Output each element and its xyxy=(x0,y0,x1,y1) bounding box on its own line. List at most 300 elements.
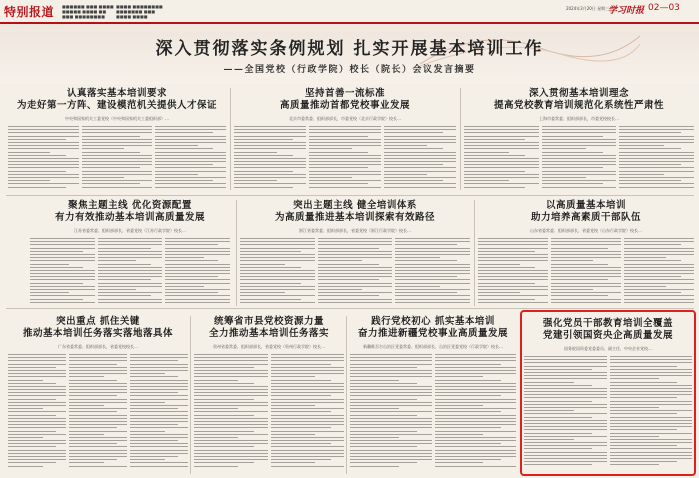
text-line xyxy=(130,431,165,432)
text-line xyxy=(435,360,517,361)
text-line xyxy=(98,254,163,255)
text-line xyxy=(271,392,345,393)
text-line xyxy=(384,187,456,188)
text-line xyxy=(350,360,432,361)
text-line xyxy=(130,462,188,463)
text-line xyxy=(234,145,306,146)
text-line xyxy=(8,443,66,444)
text-line xyxy=(309,164,381,165)
text-line xyxy=(551,299,621,300)
text-line xyxy=(130,418,188,419)
text-line xyxy=(624,251,694,252)
text-line xyxy=(69,370,127,371)
text-line xyxy=(194,453,268,454)
text-line xyxy=(435,383,517,384)
text-line xyxy=(165,264,230,265)
text-line xyxy=(8,148,79,149)
section-tab: 特别报道 xyxy=(4,5,55,19)
text-line xyxy=(384,174,427,175)
text-line xyxy=(130,440,178,441)
text-column xyxy=(69,354,127,469)
text-line xyxy=(165,279,230,280)
text-line xyxy=(435,459,502,460)
text-line xyxy=(318,270,393,271)
text-line xyxy=(435,354,517,355)
text-line xyxy=(624,267,694,268)
article-6 xyxy=(478,200,694,312)
text-line xyxy=(542,132,617,133)
text-line xyxy=(384,161,456,162)
article-title-line: 践行党校初心 抓实基本培训 xyxy=(371,316,495,327)
text-line xyxy=(435,462,484,463)
text-column xyxy=(8,354,66,469)
text-line xyxy=(8,405,66,406)
text-line xyxy=(98,302,163,303)
text-line xyxy=(271,380,331,381)
text-line xyxy=(542,142,617,143)
article-3 xyxy=(464,88,694,194)
text-line xyxy=(194,415,254,416)
text-line xyxy=(130,360,178,361)
text-line xyxy=(395,254,470,255)
text-line xyxy=(619,158,694,159)
text-line xyxy=(69,389,127,390)
text-line xyxy=(435,367,517,368)
text-line xyxy=(130,415,188,416)
article-body xyxy=(8,354,188,469)
text-line xyxy=(464,174,539,175)
text-line xyxy=(309,161,381,162)
text-line xyxy=(271,411,331,412)
article-title xyxy=(234,88,456,112)
text-line xyxy=(240,299,301,300)
text-line xyxy=(130,367,188,368)
text-line xyxy=(542,187,617,188)
text-line xyxy=(271,418,345,419)
text-line xyxy=(8,145,79,146)
text-line xyxy=(194,360,268,361)
text-line xyxy=(130,466,188,467)
text-line xyxy=(155,139,226,140)
text-line xyxy=(478,267,535,268)
text-line xyxy=(234,158,306,159)
text-line xyxy=(82,139,153,140)
text-line xyxy=(194,421,268,422)
text-line xyxy=(619,177,694,178)
text-line xyxy=(309,155,381,156)
text-line xyxy=(350,364,432,365)
article-5 xyxy=(240,200,470,312)
text-line xyxy=(69,415,127,416)
text-line xyxy=(435,373,517,374)
text-column xyxy=(240,238,315,305)
text-line xyxy=(165,276,218,277)
text-line xyxy=(435,364,502,365)
text-line xyxy=(464,139,525,140)
text-line xyxy=(194,354,268,355)
text-line xyxy=(271,421,345,422)
text-line xyxy=(194,418,268,419)
text-line xyxy=(234,171,293,172)
text-line xyxy=(624,254,694,255)
text-line xyxy=(234,180,277,181)
column-divider xyxy=(230,88,231,190)
text-line xyxy=(350,367,417,368)
text-line xyxy=(240,267,301,268)
text-line xyxy=(435,392,517,393)
text-line xyxy=(165,299,230,300)
text-line xyxy=(384,126,456,127)
text-column xyxy=(478,238,548,305)
text-line xyxy=(69,395,117,396)
text-line xyxy=(130,392,178,393)
text-line xyxy=(194,440,268,441)
text-line xyxy=(384,148,443,149)
text-line xyxy=(155,148,213,149)
text-line xyxy=(98,238,163,239)
text-line xyxy=(350,408,399,409)
text-line xyxy=(194,450,268,451)
text-line xyxy=(435,427,502,428)
text-line xyxy=(271,446,345,447)
text-line xyxy=(478,257,548,258)
text-line xyxy=(309,139,381,140)
text-line xyxy=(30,299,83,300)
text-line xyxy=(194,408,238,409)
text-line xyxy=(435,386,517,387)
text-line xyxy=(8,395,66,396)
text-line xyxy=(350,440,432,441)
text-line xyxy=(30,248,95,249)
text-line xyxy=(542,177,587,178)
text-line xyxy=(350,383,417,384)
article-title-line: 认真落实基本培训要求 xyxy=(66,88,167,99)
text-line xyxy=(624,257,666,258)
text-line xyxy=(194,405,268,406)
article-title-line: 助力培养高素质干部队伍 xyxy=(530,212,641,223)
text-line xyxy=(155,167,226,168)
text-line xyxy=(8,402,66,403)
text-line xyxy=(82,158,153,159)
text-line xyxy=(30,241,95,242)
text-line xyxy=(8,364,66,365)
text-line xyxy=(350,411,432,412)
text-line xyxy=(271,373,345,374)
text-line xyxy=(318,251,393,252)
text-line xyxy=(165,267,230,268)
text-line xyxy=(395,241,470,242)
text-line xyxy=(130,357,188,358)
text-line xyxy=(542,129,617,130)
text-line xyxy=(464,180,509,181)
text-line xyxy=(435,376,484,377)
text-line xyxy=(130,376,178,377)
text-line xyxy=(478,302,548,303)
article-title xyxy=(8,88,226,112)
text-line xyxy=(194,446,254,447)
text-line xyxy=(69,408,127,409)
text-line xyxy=(551,238,621,239)
text-line xyxy=(30,283,83,284)
text-line xyxy=(8,459,66,460)
text-line xyxy=(435,466,517,467)
text-line xyxy=(384,164,443,165)
text-line xyxy=(464,187,525,188)
text-line xyxy=(350,446,417,447)
text-line xyxy=(69,427,117,428)
text-line xyxy=(309,132,381,133)
text-line xyxy=(234,148,306,149)
text-line xyxy=(194,466,238,467)
text-line xyxy=(350,424,432,425)
article-body xyxy=(240,238,470,305)
text-line xyxy=(435,411,502,412)
text-line xyxy=(234,136,306,137)
main-headline: 深入贯彻落实条例规划 扎实开展基本培训工作 xyxy=(155,39,544,59)
text-line xyxy=(350,354,432,355)
text-line xyxy=(478,273,548,274)
text-line xyxy=(624,264,694,265)
text-line xyxy=(350,421,432,422)
text-line xyxy=(384,155,456,156)
text-line xyxy=(309,167,368,168)
text-line xyxy=(82,180,153,181)
text-line xyxy=(30,257,95,258)
article-title-line: 坚持首善一流标准 xyxy=(304,88,385,99)
text-column xyxy=(619,126,694,190)
text-line xyxy=(8,183,79,184)
text-line xyxy=(98,292,163,293)
text-column xyxy=(395,238,470,305)
text-line xyxy=(8,427,66,428)
text-line xyxy=(478,238,548,239)
article-9 xyxy=(350,316,516,474)
text-line xyxy=(624,270,694,271)
text-line xyxy=(464,142,539,143)
article-title-line: 以高质量基本培训 xyxy=(545,200,626,211)
text-line xyxy=(350,434,432,435)
text-line xyxy=(464,183,539,184)
text-line xyxy=(8,424,66,425)
text-line xyxy=(69,462,104,463)
article-title-line: 统筹省市县党校资源力量 xyxy=(213,316,324,327)
text-line xyxy=(194,411,268,412)
text-line xyxy=(464,164,539,165)
text-line xyxy=(309,177,352,178)
article-title-line: 深入贯彻基本培训理念 xyxy=(528,88,629,99)
text-line xyxy=(234,177,306,178)
article-title-line: 提高党校教育培训规范化系统性严肃性 xyxy=(493,100,664,111)
text-line xyxy=(435,456,517,457)
article-title-line: 为走好第一方阵、建设模范机关提供人才保证 xyxy=(16,100,217,111)
text-line xyxy=(350,399,417,400)
text-line xyxy=(130,402,165,403)
text-line xyxy=(82,174,153,175)
text-line xyxy=(624,295,694,296)
text-line xyxy=(8,450,66,451)
text-line xyxy=(194,443,268,444)
article-body xyxy=(8,126,226,190)
text-line xyxy=(350,373,432,374)
text-line xyxy=(165,273,230,274)
text-line xyxy=(155,126,226,127)
text-line xyxy=(240,273,315,274)
text-line xyxy=(8,136,79,137)
text-line xyxy=(435,437,517,438)
text-line xyxy=(240,257,315,258)
text-line xyxy=(130,354,188,355)
text-line xyxy=(350,357,432,358)
main-subheadline: ——全国党校（行政学院）校长（院长）会议发言摘要 xyxy=(223,65,476,75)
text-line xyxy=(551,302,621,303)
article-body xyxy=(234,126,456,190)
text-line xyxy=(82,187,153,188)
article-title-line: 党建引领国资央企高质量发展 xyxy=(542,330,673,341)
text-line xyxy=(194,380,238,381)
article-title-line: 推动基本培训任务落实落地落具体 xyxy=(22,328,173,339)
text-line xyxy=(98,260,137,261)
text-line xyxy=(619,145,664,146)
column-divider xyxy=(236,200,237,306)
text-line xyxy=(350,392,432,393)
text-line xyxy=(8,453,66,454)
text-line xyxy=(435,415,517,416)
text-line xyxy=(309,136,368,137)
text-line xyxy=(240,292,285,293)
text-line xyxy=(194,459,268,460)
text-line xyxy=(435,408,517,409)
text-line xyxy=(8,177,79,178)
text-line xyxy=(542,139,617,140)
article-title-line: 奋力推进新疆党校事业高质量发展 xyxy=(357,328,508,339)
text-line xyxy=(271,354,345,355)
text-line xyxy=(240,241,315,242)
text-line xyxy=(318,276,393,277)
text-line xyxy=(395,273,470,274)
text-line xyxy=(8,129,79,130)
text-line xyxy=(69,434,104,435)
text-line xyxy=(8,187,66,188)
article-title-line: 突出重点 抓住关键 xyxy=(56,316,140,327)
text-line xyxy=(98,244,163,245)
text-line xyxy=(8,383,56,384)
text-line xyxy=(619,126,694,127)
text-line xyxy=(478,270,548,271)
article-byline: 新疆维吾尔自治区党委常委、组织部部长，自治区党委党校（行政学院）校长… xyxy=(363,344,503,349)
text-line xyxy=(271,357,345,358)
text-line xyxy=(350,395,432,396)
text-line xyxy=(435,453,517,454)
text-line xyxy=(624,283,694,284)
text-line xyxy=(8,155,66,156)
text-line xyxy=(82,129,153,130)
text-column xyxy=(82,126,153,190)
article-byline: 上海市委常委、组织部部长，市委党校校长… xyxy=(539,116,619,121)
text-line xyxy=(82,167,140,168)
text-line xyxy=(271,443,331,444)
text-line xyxy=(551,295,608,296)
text-line xyxy=(30,264,69,265)
text-line xyxy=(194,370,268,371)
text-line xyxy=(194,399,254,400)
text-line xyxy=(619,167,694,168)
text-line xyxy=(98,264,151,265)
text-line xyxy=(395,244,456,245)
text-line xyxy=(542,126,617,127)
text-line xyxy=(271,405,315,406)
article-7 xyxy=(8,316,188,474)
text-line xyxy=(82,142,153,143)
text-line xyxy=(30,273,95,274)
text-line xyxy=(8,380,43,381)
text-line xyxy=(464,132,539,133)
text-line xyxy=(551,286,621,287)
article-title-line: 聚焦主题主线 优化资源配置 xyxy=(68,200,192,211)
text-line xyxy=(8,367,56,368)
text-line xyxy=(130,383,188,384)
text-line xyxy=(271,402,345,403)
text-line xyxy=(350,386,432,387)
text-line xyxy=(69,450,127,451)
text-line xyxy=(30,260,95,261)
meta-line: ■■■■■ ■■■■ ■■ xyxy=(62,9,107,14)
text-line xyxy=(8,360,66,361)
text-line xyxy=(165,286,204,287)
text-line xyxy=(69,383,127,384)
text-line xyxy=(30,279,95,280)
text-line xyxy=(234,129,306,130)
text-line xyxy=(155,187,226,188)
article-title-line: 强化党员干部教育培训全覆盖 xyxy=(542,318,673,329)
text-line xyxy=(619,155,694,156)
text-line xyxy=(82,145,153,146)
text-line xyxy=(542,171,617,172)
article-byline: 江苏省委常委、组织部部长，省委党校（江苏行政学院）校长… xyxy=(74,228,186,233)
page-number: 02—03 xyxy=(648,3,680,13)
text-line xyxy=(384,177,456,178)
text-line xyxy=(542,136,603,137)
masthead-meta-2 xyxy=(116,4,166,19)
text-line xyxy=(69,380,117,381)
text-line xyxy=(30,244,95,245)
text-line xyxy=(624,244,681,245)
text-line xyxy=(395,276,456,277)
text-line xyxy=(309,171,381,172)
text-line xyxy=(240,302,315,303)
article-title xyxy=(350,316,516,340)
text-line xyxy=(194,427,268,428)
text-line xyxy=(165,238,230,239)
text-line xyxy=(234,126,306,127)
text-line xyxy=(69,456,127,457)
text-line xyxy=(8,418,66,419)
text-line xyxy=(165,251,230,252)
text-line xyxy=(624,299,694,300)
text-line xyxy=(551,254,621,255)
text-line xyxy=(619,164,680,165)
text-line xyxy=(165,295,230,296)
text-line xyxy=(194,437,238,438)
text-line xyxy=(98,295,151,296)
text-line xyxy=(8,167,79,168)
article-title xyxy=(240,200,470,224)
text-line xyxy=(318,302,393,303)
text-line xyxy=(165,292,218,293)
text-line xyxy=(69,421,127,422)
text-line xyxy=(82,183,140,184)
text-line xyxy=(435,389,517,390)
article-body xyxy=(194,354,344,469)
